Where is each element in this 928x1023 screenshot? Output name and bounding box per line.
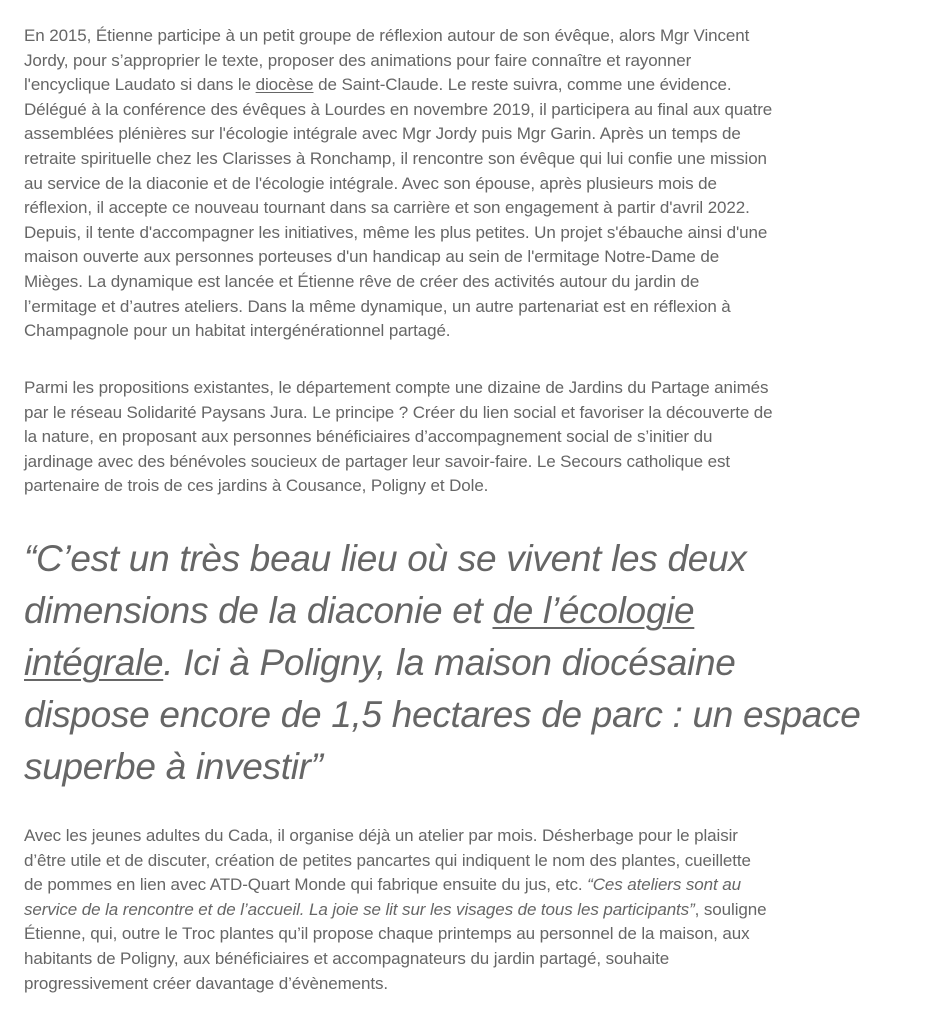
text-line: réflexion, il accepte ce nouveau tournant dans sa carrière et son engagement à partir d'avril 2022. xyxy=(24,198,750,218)
text-line: d’être utile et de discuter, création de petites pancartes qui indiquent le nom des plantes, cueillette xyxy=(24,850,751,870)
diocese-link[interactable]: diocèse xyxy=(255,75,314,95)
text-segment: de Saint-Claude. Le reste suivra, comme une évidence. xyxy=(313,75,732,95)
text-line: habitants de Poligny, aux bénéficiaires et accompagnateurs du jardin partagé, souhaite xyxy=(24,948,670,968)
paragraph-etienne-history xyxy=(24,24,772,344)
text-line: progressivement créer davantage d’évènements. xyxy=(24,973,389,993)
quote-line: superbe à investir” xyxy=(24,746,323,787)
text-segment: . Ici à Poligny, la maison diocésaine xyxy=(163,642,736,683)
text-segment: de pommes en lien avec ATD-Quart Monde qui fabrique ensuite du jus, etc. xyxy=(24,875,588,895)
text-line: au service de la diaconie et de l'écologie intégrale. Avec son épouse, après plusieurs mois de xyxy=(24,173,717,193)
inline-quote: “Ces ateliers sont au xyxy=(587,875,741,895)
text-segment: dimensions de la diaconie et xyxy=(24,590,493,631)
ecologie-integrale-link-continued[interactable]: intégrale xyxy=(24,642,164,683)
quote-line xyxy=(24,585,861,637)
text-line: la nature, en proposant aux personnes bénéficiaires d’accompagnement social de s’initier du xyxy=(24,427,713,447)
text-line: par le réseau Solidarité Paysans Jura. Le principe ? Créer du lien social et favoriser la découverte de xyxy=(24,402,773,422)
paragraph-jardins-du-partage xyxy=(24,376,773,499)
quote-line: “C’est un très beau lieu où se vivent les deux xyxy=(24,538,747,579)
text-line: En 2015, Étienne participe à un petit groupe de réflexion autour de son évêque, alors Mgr Vincent xyxy=(24,26,750,45)
quote-line xyxy=(24,637,861,689)
text-line: Parmi les propositions existantes, le département compte une dizaine de Jardins du Partage animés xyxy=(24,378,769,397)
text-line: Champagnole pour un habitat intergénérationnel partagé. xyxy=(24,321,451,341)
text-line: Mièges. La dynamique est lancée et Étienne rêve de créer des activités autour du jardin de xyxy=(24,271,700,291)
quote-line: dispose encore de 1,5 hectares de parc : un espace xyxy=(24,694,861,735)
paragraph-ateliers-cada xyxy=(24,824,766,996)
text-line: Délégué à la conférence des évêques à Lourdes en novembre 2019, il participera au final aux quatre xyxy=(24,99,773,119)
text-line: l’ermitage et d’autres ateliers. Dans la même dynamique, un autre partenariat est en réflexion à xyxy=(24,296,731,316)
text-line: Jordy, pour s’approprier le texte, proposer des animations pour faire connaître et rayonner xyxy=(24,50,692,70)
text-line: Étienne, qui, outre le Troc plantes qu’il propose chaque printemps au personnel de la maison, aux xyxy=(24,924,750,944)
text-line: assemblées plénières sur l'écologie intégrale avec Mgr Jordy puis Mgr Garin. Après un temps de xyxy=(24,124,741,144)
text-line xyxy=(24,898,766,923)
text-segment: l'encyclique Laudato si dans le xyxy=(24,75,256,95)
pull-quote xyxy=(24,533,861,793)
text-line: Depuis, il tente d'accompagner les initiatives, même les plus petites. Un projet s'ébauche ainsi d'une xyxy=(24,222,768,242)
text-line: retraite spirituelle chez les Clarisses à Ronchamp, il rencontre son évêque qui lui confie une mission xyxy=(24,148,767,168)
text-line: Avec les jeunes adultes du Cada, il organise déjà un atelier par mois. Désherbage pour le plaisir xyxy=(24,826,738,845)
ecologie-integrale-link[interactable]: de l’écologie xyxy=(492,590,695,631)
text-line: partenaire de trois de ces jardins à Cousance, Poligny et Dole. xyxy=(24,476,489,496)
text-line: jardinage avec des bénévoles soucieux de partager leur savoir-faire. Le Secours catholique est xyxy=(24,451,730,471)
inline-quote: service de la rencontre et de l’accueil. La joie se lit sur les visages de tous les participants” xyxy=(24,899,695,919)
text-line: maison ouverte aux personnes porteuses d'un handicap au sein de l'ermitage Notre-Dame de xyxy=(24,247,720,267)
text-line xyxy=(24,873,766,898)
text-line xyxy=(24,73,772,98)
text-segment: , souligne xyxy=(694,899,767,919)
